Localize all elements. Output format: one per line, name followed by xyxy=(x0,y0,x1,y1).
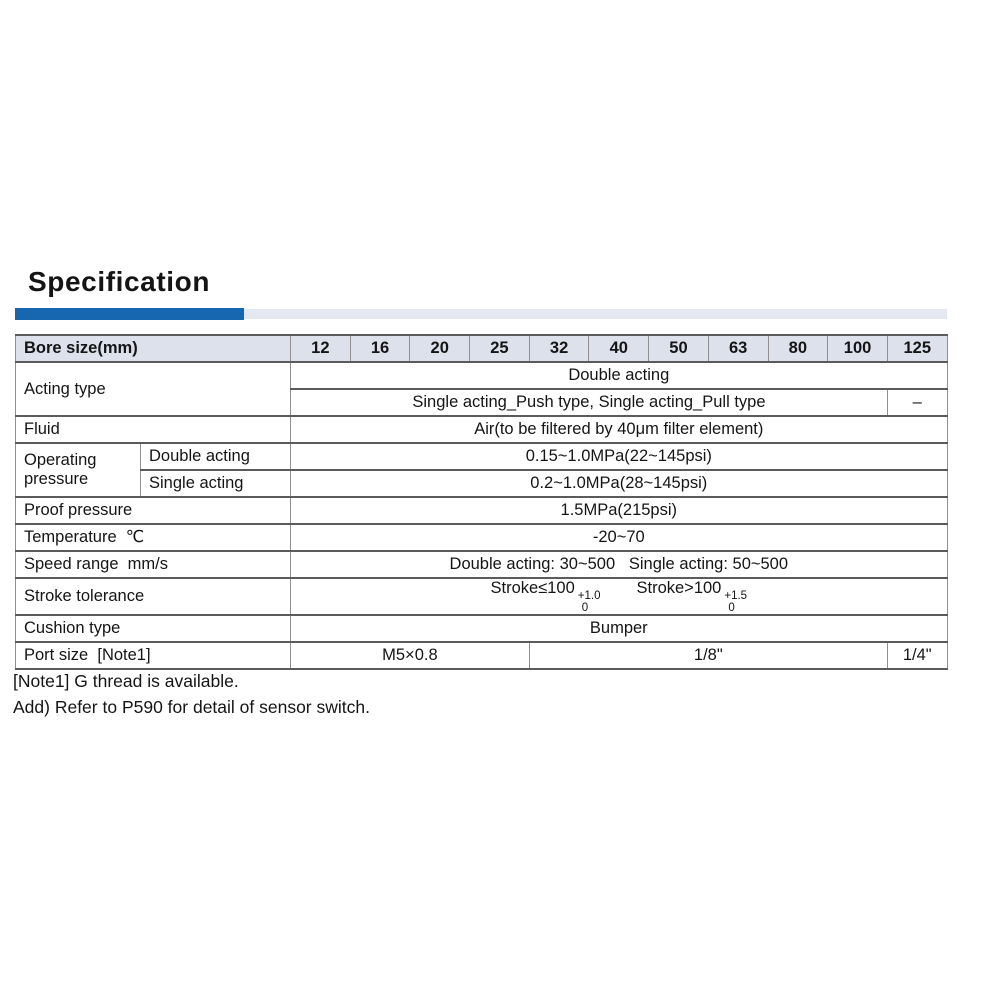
speed-range-value: Double acting: 30~500 Single acting: 50~500 xyxy=(291,551,948,578)
bore-size-value: 63 xyxy=(708,335,768,362)
stroke-gt100-tolerance: +1.5 0 xyxy=(724,590,748,615)
bore-size-value: 16 xyxy=(350,335,410,362)
port-size-value-1-8: 1/8" xyxy=(529,642,887,669)
acting-type-double-value: Double acting xyxy=(291,362,948,389)
stroke-le100-text: Stroke≤100 xyxy=(490,579,575,597)
bore-size-value: 100 xyxy=(828,335,888,362)
row-port-size xyxy=(16,642,948,669)
row-acting-type-double xyxy=(16,362,948,389)
operating-pressure-double-value: 0.15~1.0MPa(22~145psi) xyxy=(291,443,948,470)
row-speed-range xyxy=(16,551,948,578)
bore-size-header-row xyxy=(16,335,948,362)
note1-text: [Note1] G thread is available. xyxy=(13,671,239,691)
operating-pressure-label: Operating pressure xyxy=(16,443,141,497)
row-operating-pressure-double xyxy=(16,443,948,470)
row-proof-pressure xyxy=(16,497,948,524)
proof-pressure-value: 1.5MPa(215psi) xyxy=(291,497,948,524)
bore-size-value: 20 xyxy=(410,335,470,362)
bore-size-value: 125 xyxy=(887,335,947,362)
row-temperature xyxy=(16,524,948,551)
acting-type-label: Acting type xyxy=(16,362,291,416)
title-accent-bar xyxy=(15,308,244,320)
page-title: Specification xyxy=(28,266,211,297)
bore-size-value: 40 xyxy=(589,335,649,362)
port-size-value-1-4: 1/4" xyxy=(887,642,947,669)
row-stroke-tolerance xyxy=(16,578,948,615)
footnotes xyxy=(13,669,370,720)
bore-size-header-label: Bore size(mm) xyxy=(16,335,291,362)
proof-pressure-label: Proof pressure xyxy=(16,497,291,524)
bore-size-value: 12 xyxy=(291,335,351,362)
bore-size-value: 25 xyxy=(470,335,530,362)
stroke-tolerance-value xyxy=(291,578,948,615)
row-cushion-type xyxy=(16,615,948,642)
port-size-label: Port size [Note1] xyxy=(16,642,291,669)
stroke-le100-tolerance: +1.0 0 xyxy=(577,590,601,615)
bore-size-value: 32 xyxy=(529,335,589,362)
acting-type-single-value: Single acting_Push type, Single acting_Pull type xyxy=(291,389,888,416)
bore-size-value: 50 xyxy=(649,335,709,362)
operating-pressure-single-value: 0.2~1.0MPa(28~145psi) xyxy=(291,470,948,497)
title-accent-bar-muted xyxy=(244,309,947,319)
speed-range-label: Speed range mm/s xyxy=(16,551,291,578)
row-fluid xyxy=(16,416,948,443)
acting-type-single-125-value: – xyxy=(887,389,947,416)
operating-pressure-double-sublabel: Double acting xyxy=(141,443,291,470)
bore-size-value: 80 xyxy=(768,335,828,362)
cushion-type-value: Bumper xyxy=(291,615,948,642)
temperature-value: -20~70 xyxy=(291,524,948,551)
fluid-value: Air(to be filtered by 40μm filter element) xyxy=(291,416,948,443)
temperature-label: Temperature ℃ xyxy=(16,524,291,551)
note2-text: Add) Refer to P590 for detail of sensor switch. xyxy=(13,696,370,717)
cushion-type-label: Cushion type xyxy=(16,615,291,642)
specification-table xyxy=(15,334,948,670)
stroke-gt100-text: Stroke>100 xyxy=(636,579,722,597)
stroke-tolerance-label: Stroke tolerance xyxy=(16,578,291,615)
fluid-label: Fluid xyxy=(16,416,291,443)
port-size-value-m5: M5×0.8 xyxy=(291,642,530,669)
operating-pressure-single-sublabel: Single acting xyxy=(141,470,291,497)
row-operating-pressure-single xyxy=(16,470,948,497)
